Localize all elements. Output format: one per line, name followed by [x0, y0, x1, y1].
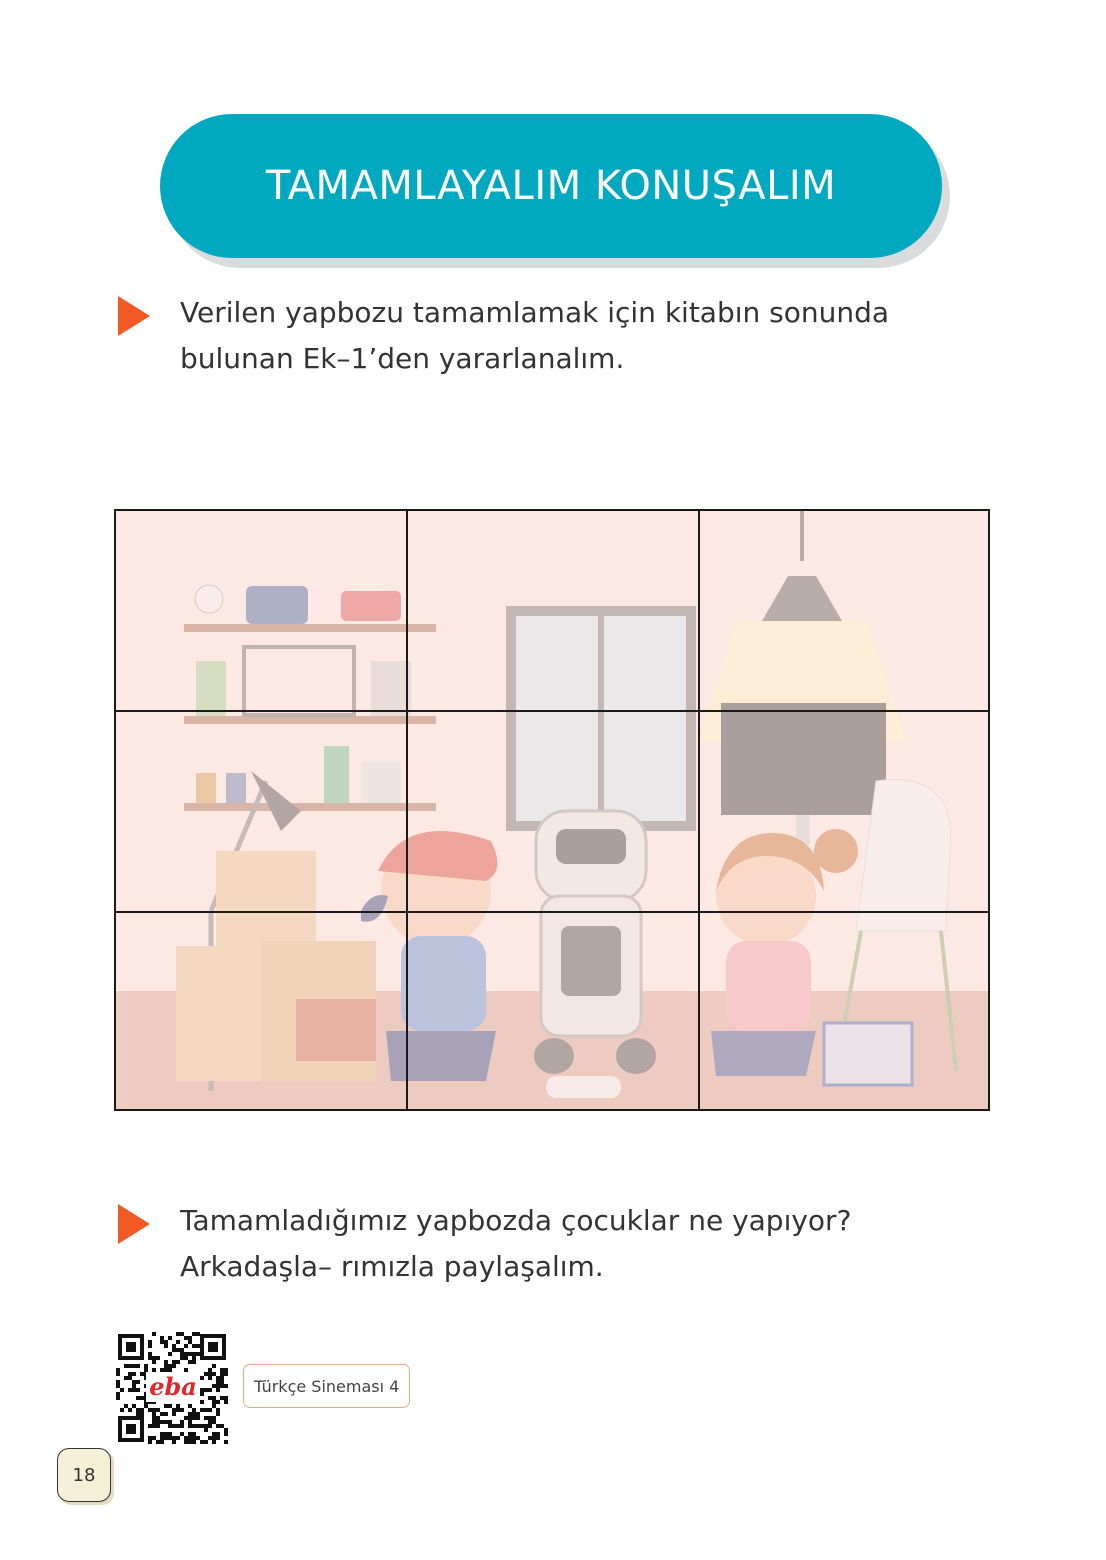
arrow-bullet-icon — [118, 296, 150, 336]
resource-caption[interactable]: Türkçe Sineması 4 — [243, 1364, 410, 1408]
puzzle-illustration — [116, 511, 988, 1109]
instruction-text: Verilen yapbozu tamamlamak için kitabın sonunda bulunan Ek–1’den yararlanalım. — [180, 296, 890, 375]
grid-line-h1 — [116, 710, 988, 712]
instruction-text: Tamamladığımız yapbozda çocuklar ne yapıyor? Arkadaşla– rımızla paylaşalım. — [180, 1204, 852, 1283]
grid-line-v1 — [406, 511, 408, 1109]
title-banner — [160, 114, 942, 258]
arrow-bullet-icon — [118, 1204, 150, 1244]
grid-line-v2 — [698, 511, 700, 1109]
page-title: TAMAMLAYALIM KONUŞALIM — [265, 163, 837, 209]
eba-logo: eba — [149, 1372, 197, 1401]
qr-code[interactable] — [116, 1332, 228, 1444]
page-number: 18 — [57, 1448, 111, 1502]
grid-line-h2 — [116, 911, 988, 913]
puzzle-board — [114, 509, 990, 1111]
